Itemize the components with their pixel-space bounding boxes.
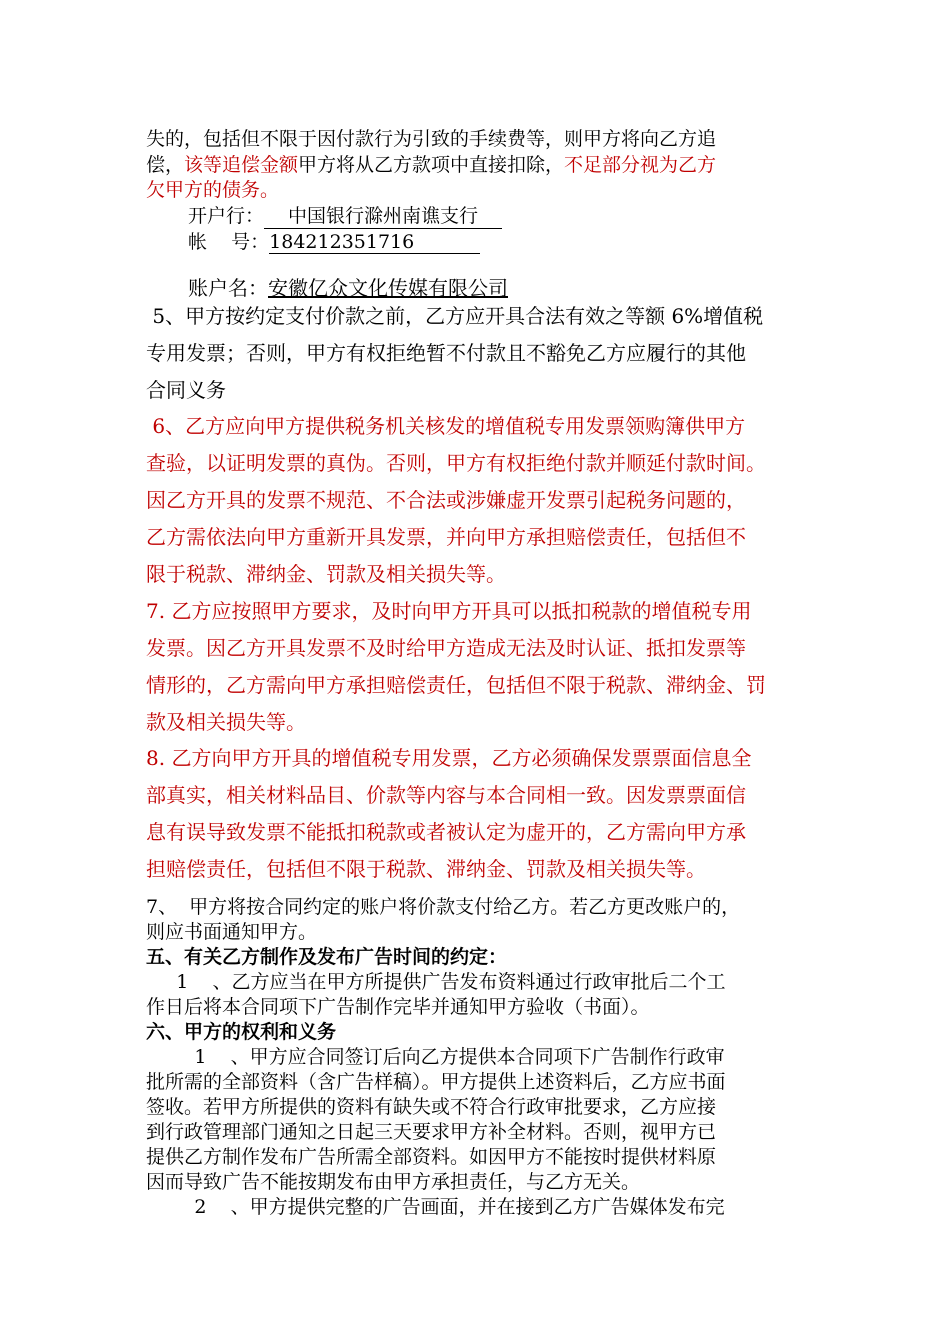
account-line	[188, 227, 480, 254]
clause5-line-1: 5、甲方按约定支付价款之前，乙方应开具合法有效之等额 6%增值税	[146, 304, 764, 328]
section6-item1-line-6: 因而导致广告不能按期发布由甲方承担责任，与乙方无关。	[146, 1171, 641, 1193]
bank-line	[188, 201, 502, 229]
account-label: 帐 号：	[188, 231, 270, 253]
intro-line-2-a: 偿，	[146, 154, 185, 176]
clause7-line-1: 7. 乙方应按照甲方要求，及时向甲方开具可以抵扣税款的增值税专用	[146, 599, 752, 623]
clause7-line-3: 情形的，乙方需向甲方承担赔偿责任，包括但不限于税款、滞纳金、罚	[146, 673, 766, 697]
bank-label: 开户行：	[188, 205, 265, 227]
intro-line-3: 欠甲方的债务。	[146, 179, 280, 201]
intro-line-2-b: 该等追偿金额	[184, 154, 299, 176]
section6-item1-line-3: 签收。若甲方所提供的资料有缺失或不符合行政审批要求，乙方应接	[146, 1096, 717, 1118]
section6-item2-line-1: 2 、甲方提供完整的广告画面，并在接到乙方广告媒体发布完	[146, 1196, 725, 1218]
clause6-line-3: 因乙方开具的发票不规范、不合法或涉嫌虚开发票引起税务问题的，	[146, 488, 746, 512]
clause6-line-2: 查验，以证明发票的真伪。否则，甲方有权拒绝付款并顺延付款时间。	[146, 451, 766, 475]
clause8-line-4: 担赔偿责任，包括但不限于税款、滞纳金、罚款及相关损失等。	[146, 857, 706, 881]
clause7b-line-1: 7、 甲方将按合同约定的账户将价款支付给乙方。若乙方更改账户的，	[146, 896, 741, 918]
section6-item1-line-4: 到行政管理部门通知之日起三天要求甲方补全材料。否则，视甲方已	[146, 1121, 717, 1143]
clause6-line-1: 6、乙方应向甲方提供税务机关核发的增值税专用发票领购簿供甲方	[146, 414, 746, 438]
section6-item1-line-1: 1 、甲方应合同签订后向乙方提供本合同项下广告制作行政审	[146, 1046, 725, 1068]
section5-line-1: 1 、乙方应当在甲方所提供广告发布资料通过行政审批后二个工	[146, 971, 726, 993]
clause8-line-3: 息有误导致发票不能抵扣税款或者被认定为虚开的，乙方需向甲方承	[146, 820, 746, 844]
intro-line-2	[146, 150, 716, 177]
clause5-line-3: 合同义务	[146, 378, 226, 402]
bank-value: 中国银行滁州南谯支行	[264, 201, 502, 229]
intro-line-1: 失的，包括但不限于因付款行为引致的手续费等，则甲方将向乙方追	[146, 128, 717, 150]
clause8-line-1: 8. 乙方向甲方开具的增值税专用发票，乙方必须确保发票票面信息全	[146, 746, 752, 770]
section6-item1-line-2: 批所需的全部资料（含广告样稿）。甲方提供上述资料后，乙方应书面	[146, 1071, 726, 1093]
clause7b-line-2: 则应书面通知甲方。	[146, 921, 318, 943]
account-name-value: 安徽亿众文化传媒有限公司	[268, 276, 508, 300]
clause7-line-2: 发票。因乙方开具发票不及时给甲方造成无法及时认证、抵扣发票等	[146, 636, 746, 660]
section5-heading: 五、有关乙方制作及发布广告时间的约定：	[146, 946, 508, 968]
section6-item1-line-5: 提供乙方制作发布广告所需全部资料。如因甲方不能按时提供材料原	[146, 1146, 717, 1168]
intro-line-2-c: 甲方将从乙方款项中直接扣除，	[298, 154, 565, 176]
account-name-line	[188, 272, 508, 301]
section6-heading: 六、甲方的权利和义务	[146, 1021, 337, 1043]
account-value: 184212351716	[269, 231, 480, 254]
clause7-line-4: 款及相关损失等。	[146, 710, 306, 734]
clause8-line-2: 部真实，相关材料品目、价款等内容与本合同相一致。因发票票面信	[146, 783, 746, 807]
account-name-label: 账户名：	[188, 276, 268, 300]
section5-line-2: 作日后将本合同项下广告制作完毕并通知甲方验收（书面）。	[146, 996, 650, 1018]
clause5-line-2: 专用发票；否则，甲方有权拒绝暂不付款且不豁免乙方应履行的其他	[146, 341, 746, 365]
intro-line-2-d: 不足部分视为乙方	[564, 154, 717, 176]
clause6-line-5: 限于税款、滞纳金、罚款及相关损失等。	[146, 562, 506, 586]
clause6-line-4: 乙方需依法向甲方重新开具发票，并向甲方承担赔偿责任，包括但不	[146, 525, 746, 549]
